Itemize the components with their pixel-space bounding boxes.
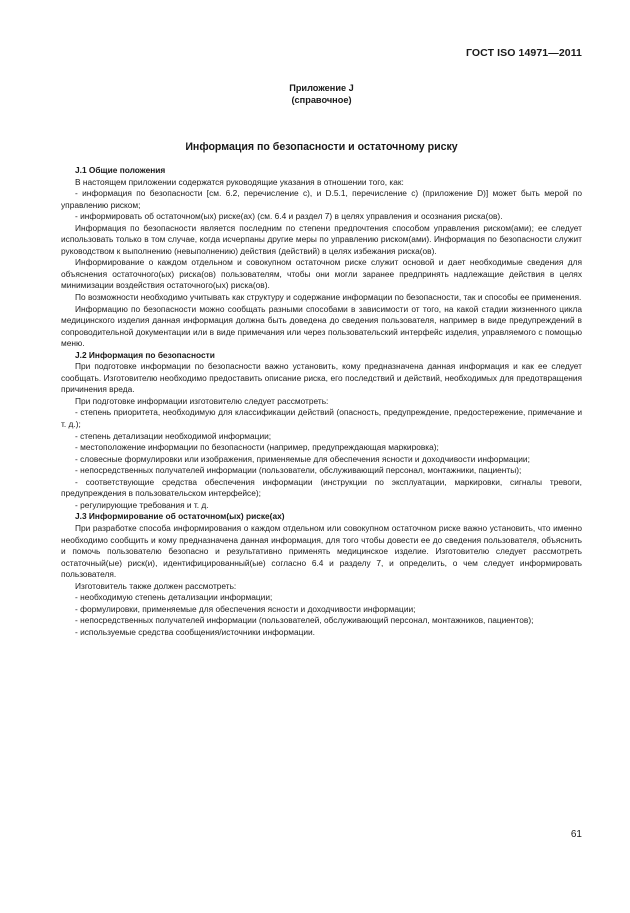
paragraph: - необходимую степень детализации информации;	[75, 592, 273, 603]
paragraph: - соответствующие средства обеспечения информации (инструкции по эксплуатации, маркировки, сигналы тревоги, предупреждения в пользовательском интерфейсе);	[61, 476, 582, 499]
paragraph: - формулировки, применяемые для обеспечения ясности и доходчивости информации;	[75, 603, 416, 614]
annex-heading	[61, 82, 582, 106]
section-heading: J.3 Информирование об остаточном(ых) риске(ах)	[75, 511, 285, 522]
paragraph: В настоящем приложении содержатся руководящие указания в отношении того, как:	[75, 176, 404, 187]
document-page	[61, 0, 582, 913]
paragraph: При подготовке информации по безопасности важно установить, кому предназначена данная информация и как ее следует сообщать. Изготовителю необходимо предоставить описание риска, его последствий и действий, необходимых для предотвращения причинения вреда.	[61, 361, 582, 395]
annex-label: Приложение J	[289, 83, 354, 93]
standard-header: ГОСТ ISO 14971—2011	[465, 47, 582, 59]
annex-kind: (справочное)	[291, 95, 352, 105]
paragraph: - местоположение информации по безопасности (например, предупреждающая маркировка);	[75, 442, 439, 453]
paragraph: - непосредственных получателей информации (пользователи, обслуживающий персонал, монтажники, пациенты);	[75, 465, 522, 476]
paragraph: - информировать об остаточном(ых) риске(ах) (см. 6.4 и раздел 7) в целях управления и осознания риска(ов).	[75, 211, 503, 222]
paragraph: Информация по безопасности является последним по степени предпочтения способом управления риском(ами); ее следует использовать только в том случае, когда исчерпаны другие меры по управлению риском(ами). Информация по безопасности служит руководством к выполнению (невыполнению) действия (действий) в целях избежания риска(ов).	[61, 222, 582, 256]
paragraph: - степень приоритета, необходимую для классификации действий (опасность, предупреждение, предостережение, примечание и т. д.);	[61, 407, 582, 430]
paragraph: Информацию по безопасности можно сообщать разными способами в зависимости от того, на какой стадии жизненного цикла медицинского изделия данная информация должна быть доведена до сведения пользователя, например в виде предупреждений в сопроводительной документации или в виде примечания или через пользовательский интерфейс изделия, управляемого с помощью меню.	[61, 303, 582, 349]
annex-title: Информация по безопасности и остаточному риску	[185, 141, 458, 153]
section-heading: J.2 Информация по безопасности	[75, 349, 215, 360]
paragraph: - информация по безопасности [см. 6.2, перечисление c), и D.5.1, перечисление c) (приложение D)] может быть мерой по управлению риском;	[61, 188, 582, 210]
page-number: 61	[570, 829, 582, 840]
paragraph: При разработке способа информирования о каждом отдельном или совокупном остаточном риске важно установить, что именно необходимо сообщить и кому предназначена данная информация, для того чтобы довести ее до сведения пользователя, объяснить и помочь пользователю безопасно и результативно применять медицинское изделие. Изготовителю следует рассмотреть остаточный(ые) риск(и), идентифицированный(ые) согласно 6.4 и разделу 7, и определить, о чем следует информировать пользователя.	[61, 522, 582, 580]
paragraph: При подготовке информации изготовителю следует рассмотреть:	[75, 395, 329, 406]
paragraph: По возможности необходимо учитывать как структуру и содержание информации по безопасности, так и способы ее применения.	[75, 292, 582, 303]
paragraph: - непосредственных получателей информации (пользователей, обслуживающий персонал, монтажников, пациентов);	[75, 615, 534, 626]
paragraph: - словесные формулировки или изображения, применяемые для обеспечения ясности и доходчивости информации;	[75, 453, 530, 464]
paragraph: Изготовитель также должен рассмотреть:	[75, 580, 237, 591]
document-body	[61, 165, 582, 638]
paragraph: Информирование о каждом отдельном и совокупном остаточном риске служит основой и дает необходимые сведения для объяснения остаточного(ых) риска(ов) пользователям, чтобы они могли заранее предпринять надлежащие действия в целях минимизации воздействия остаточного(ых) риска(ов).	[61, 257, 582, 291]
paragraph: - используемые средства сообщения/источники информации.	[75, 626, 316, 637]
paragraph: - степень детализации необходимой информации;	[75, 430, 272, 441]
paragraph: - регулирующие требования и т. д.	[75, 499, 209, 510]
section-heading: J.1 Общие положения	[75, 165, 166, 175]
